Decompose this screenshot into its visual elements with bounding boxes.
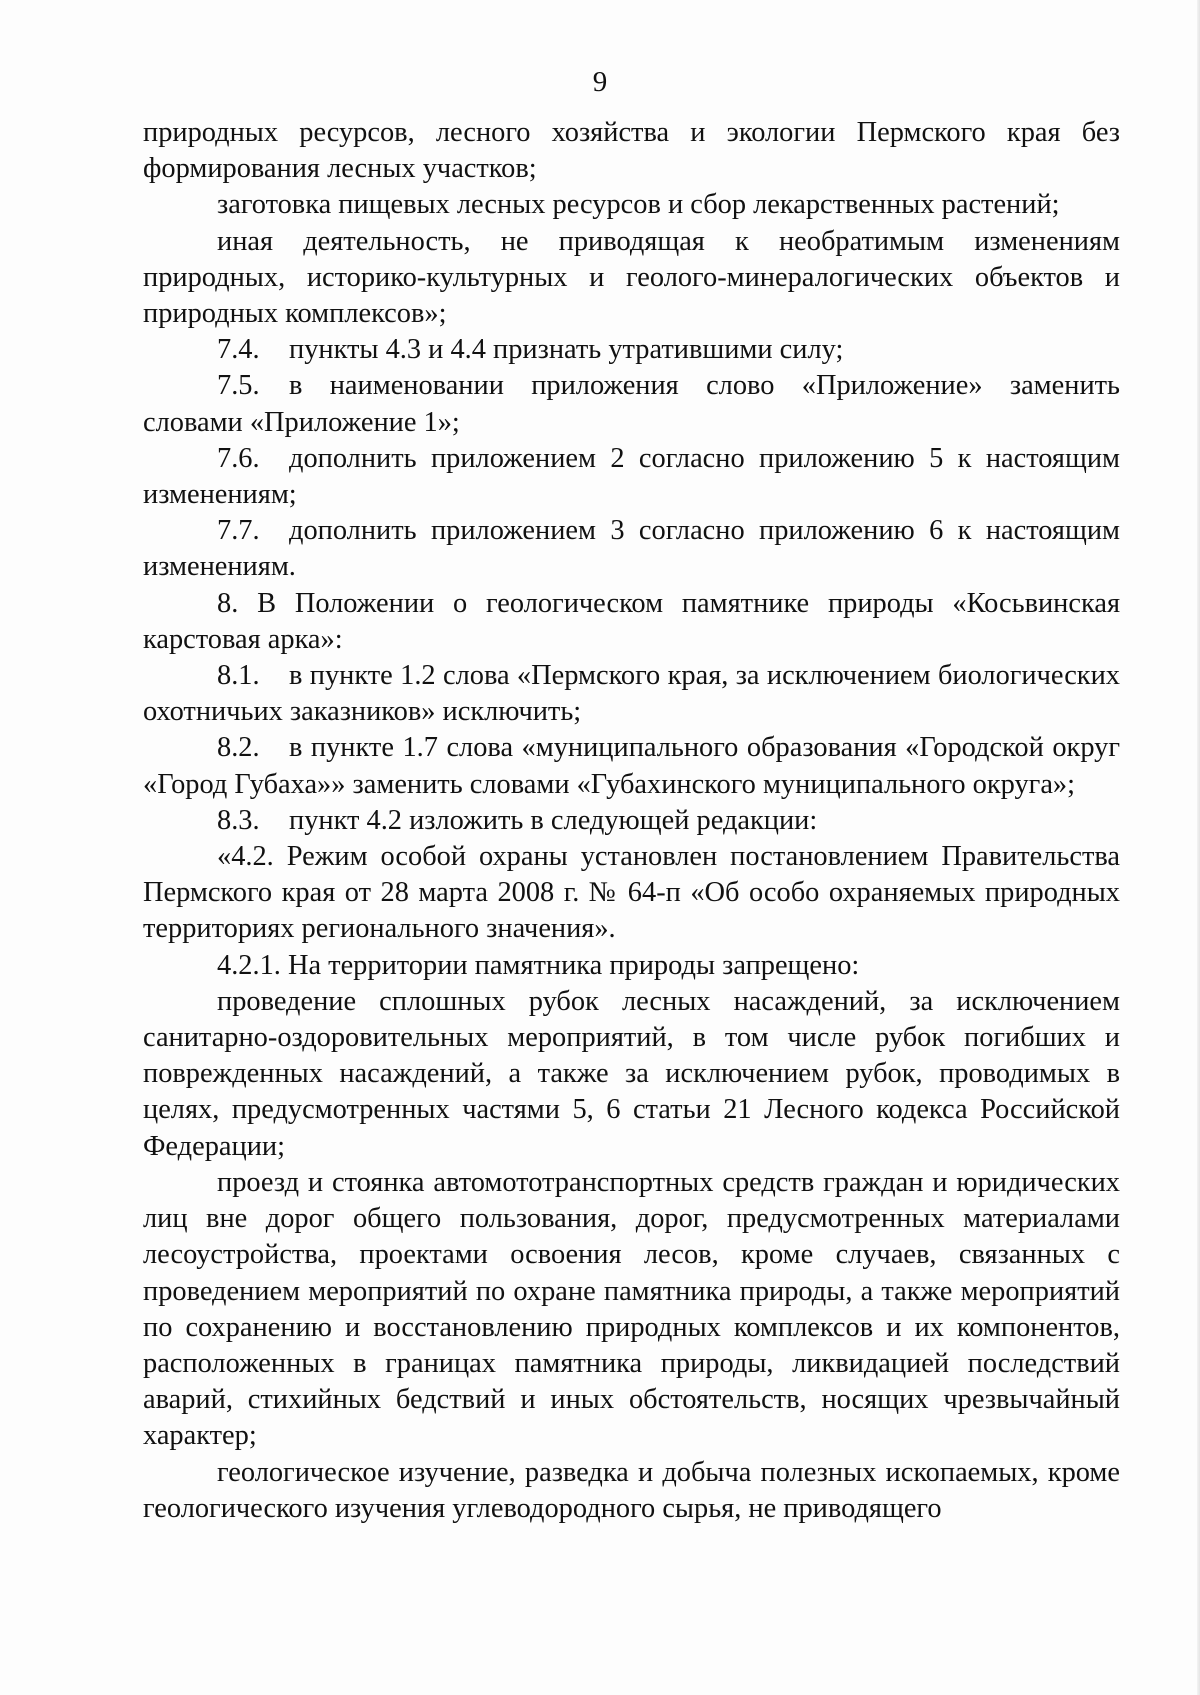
item-number: 8.3.: [217, 804, 260, 836]
numbered-paragraph: [143, 441, 1120, 513]
paragraph-text: дополнить приложением 3 согласно приложению 6 к настоящим изменениям.: [143, 515, 1120, 583]
paragraph: [143, 948, 1120, 984]
numbered-paragraph: [143, 730, 1120, 802]
paragraph-text: пункты 4.3 и 4.4 признать утратившими силу;: [289, 334, 844, 366]
paragraph: [143, 1165, 1120, 1455]
paragraph-text: проезд и стоянка автомототранспортных средств граждан и юридических лиц вне дорог общего пользования, дорог, предусмотренных материалами лесоустройства, проектами освоения лесов, кроме случаев, связанных с проведением мероприятий по охране памятника природы, а также мероприятий по сохранению и восстановлению природных комплексов и их компонентов, расположенных в границах памятника природы, ликвидацией последствий аварий, стихийных бедствий и иных обстоятельств, носящих чрезвычайный характер;: [143, 1166, 1120, 1452]
paragraph-text: 8. В Положении о геологическом памятнике природы «Косьвинская карстовая арка»:: [143, 587, 1120, 655]
paragraph: [143, 224, 1120, 333]
paragraph: [143, 187, 1120, 223]
paragraph: [143, 1455, 1120, 1527]
item-number: 7.6.: [217, 442, 260, 474]
numbered-paragraph: [143, 513, 1120, 585]
paragraph: [143, 839, 1120, 948]
paragraph: [143, 984, 1120, 1165]
paragraph-text: 4.2.1. На территории памятника природы запрещено:: [217, 949, 860, 981]
paragraph-text: в пункте 1.2 слова «Пермского края, за исключением биологических охотничьих заказников» исключить;: [143, 660, 1120, 728]
item-number: 7.7.: [217, 515, 260, 547]
paragraph: [143, 115, 1120, 187]
paragraph-text: заготовка пищевых лесных ресурсов и сбор лекарственных растений;: [217, 189, 1060, 221]
paragraph-text: дополнить приложением 2 согласно приложению 5 к настоящим изменениям;: [143, 442, 1120, 511]
paragraph-text: в наименовании приложения слово «Приложение» заменить словами «Приложение 1»;: [143, 370, 1120, 438]
paragraph-text: проведение сплошных рубок лесных насаждений, за исключением санитарно-оздоровительных мероприятий, в том числе рубок погибших и поврежденных насаждений, а также за исключением рубок, проводимых в целях, предусмотренных частями 5, 6 статьи 21 Лесного кодекса Российской Федерации;: [143, 985, 1120, 1162]
numbered-paragraph: [143, 368, 1120, 440]
item-number: 8.2.: [217, 732, 260, 764]
numbered-paragraph: [143, 658, 1120, 730]
paragraph-text: в пункте 1.7 слова «муниципального образования «Городской округ «Город Губаха»» заменить словами «Губахинского муниципального округа»;: [143, 732, 1120, 800]
numbered-paragraph: [143, 332, 1120, 368]
numbered-paragraph: [143, 803, 1120, 839]
paragraph-text: «4.2. Режим особой охраны установлен постановлением Правительства Пермского края от 28 марта 2008 г. № 64-п «Об особо охраняемых природных территориях регионального значения».: [143, 841, 1120, 945]
paragraph-text: геологическое изучение, разведка и добыча полезных ископаемых, кроме геологического изучения углеводородного сырья, не приводящего: [143, 1456, 1120, 1524]
paragraph-text: природных ресурсов, лесного хозяйства и экологии Пермского края без формирования лесных участков;: [143, 117, 1120, 185]
item-number: 7.5.: [217, 370, 260, 402]
document-body: [143, 115, 1120, 1527]
paragraph-text: иная деятельность, не приводящая к необратимым изменениям природных, историко-культурных и геолого-минералогических объектов и природных комплексов»;: [143, 225, 1120, 330]
item-number: 8.1.: [217, 660, 260, 692]
item-number: 7.4.: [217, 334, 260, 366]
paragraph-text: пункт 4.2 изложить в следующей редакции:: [289, 804, 818, 836]
page-number: 9: [592, 66, 608, 98]
section-heading-paragraph: [143, 586, 1120, 658]
